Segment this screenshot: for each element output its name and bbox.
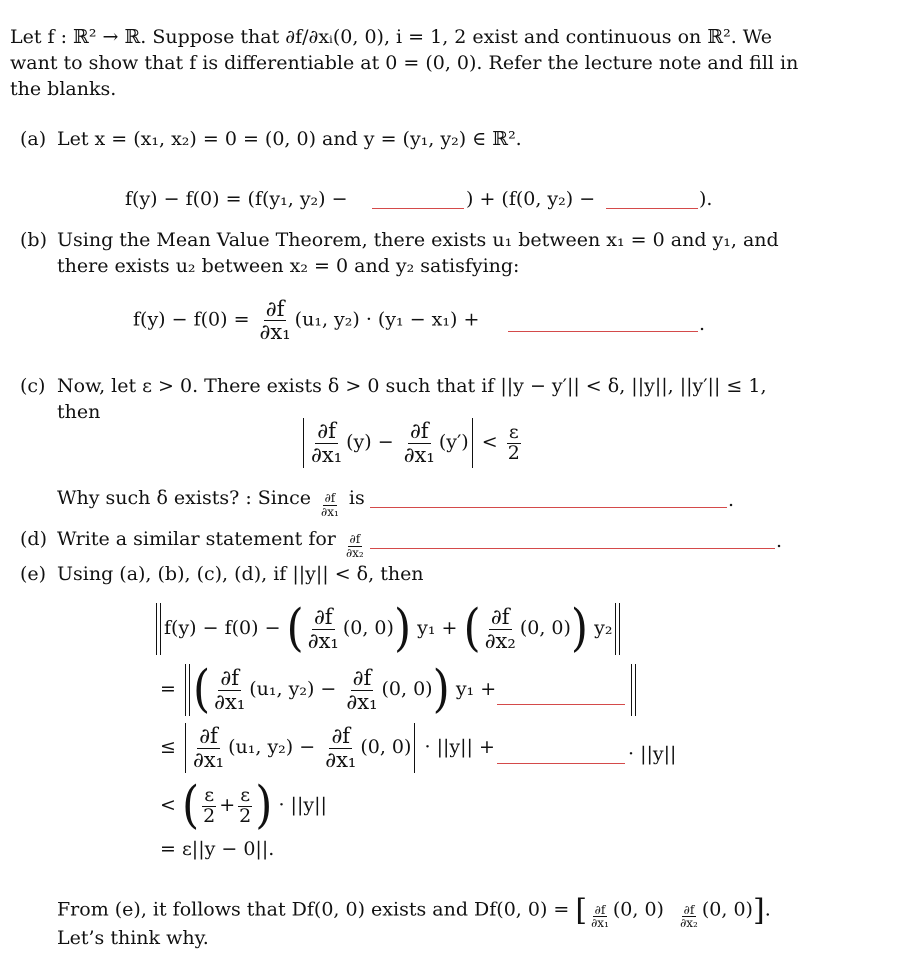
part-c-line-2: then [57,401,101,423]
part-e-row-2: = ( $\frac{\partial f}{\text{∂x₁}}$ (u₁, y₂) − $\frac{\partial f}{\text{∂x₁}}$ (0, 0)) y₁ + [160,660,497,719]
part-e-row-2-close [628,664,639,716]
conclusion-line-2: Let’s think why. [57,927,209,949]
part-b-eq-right: (u₁, y₂) · (y₁ − x₁) + [294,308,480,331]
blank-e2[interactable] [497,763,625,764]
part-c-label: (c) [20,375,46,397]
blank-c1[interactable] [370,507,727,508]
part-e-text: Using (a), (b), (c), (d), if ||y|| < δ, then [57,563,424,585]
part-b-eq-left: f(y) − f(0) = [133,308,250,331]
intro-line-3: the blanks. [10,78,117,100]
part-b-equation [133,298,479,343]
part-b-label: (b) [20,229,47,251]
part-b-line-1: Using the Mean Value Theorem, there exists u₁ between x₁ = 0 and y₁, and [57,229,779,251]
part-d-text: Write a similar statement for $\frac{\partial f}{\text{∂x₂}}$ [57,528,364,560]
blank-d1[interactable] [370,548,775,549]
part-c-line-1: Now, let ε > 0. There exists δ > 0 such that if ||y − y′|| < δ, ||y||, ||y′|| ≤ 1, [57,375,767,397]
part-b-line-2: there exists u₂ between x₂ = 0 and y₂ satisfying: [57,255,520,277]
part-b-period: . [699,313,706,335]
part-e-row-4: < ( $\frac{\varepsilon}{2}$ + $\frac{\varepsilon}{2}$ ) · ||y|| [160,776,327,835]
part-c-inequality: $\frac{\partial f}{\text{∂x₁}}$ (y) − $\frac{\partial f}{\text{∂x₁}}$ (y′) < $\frac{\varepsilon}{2}$ [300,418,524,468]
part-e-row-3: ≤ $\frac{\partial f}{\text{∂x₁}}$ (u₁, y₂) − $\frac{\partial f}{\text{∂x₁}}$ (0, 0) · ||y|| + [160,724,495,772]
part-e-row-1: f(y) − f(0) − ( $\frac{\partial f}{\text{∂x₁}}$ (0, 0)) y₁ + ( $\frac{\partial f}{\text{∂x₂}}$ (0, 0)) y₂ [153,603,623,655]
part-d-label: (d) [20,528,47,550]
part-a-eq-mid: ) + (f(0, y₂) − [466,188,596,210]
part-e-row-5: = ε||y − 0||. [160,838,275,860]
part-d-period: . [776,530,783,552]
part-a-text: Let x = (x₁, x₂) = 0 = (0, 0) and y = (y₁, y₂) ∈ ℝ². [57,128,522,150]
part-e-row-3-end: · ||y|| [628,743,677,765]
intro-line-2: want to show that f is differentiable at 0 = (0, 0). Refer the lecture note and fill in [10,52,799,74]
part-c-why: Why such δ exists? : Since $\frac{\partial f}{\text{∂x₁}}$ is [57,487,365,519]
part-a-eq-end: ). [699,188,713,210]
blank-b1[interactable] [508,331,698,332]
blank-a2[interactable] [606,208,698,209]
blank-a1[interactable] [372,208,464,209]
conclusion-line-1: From (e), it follows that Df(0, 0) exists and Df(0, 0) = [ $\frac{\partial f}{\text{∂x₁}}$ (0, 0) $\frac{\partial f}{\text{∂x₂}}$ (0, 0)]. [57,893,771,931]
part-e-label: (e) [20,563,47,585]
blank-e1[interactable] [497,704,625,705]
intro-line-1: Let f : ℝ² → ℝ. Suppose that ∂f/∂xᵢ(0, 0), i = 1, 2 exist and continuous on ℝ². We [10,26,773,48]
part-c-period: . [728,489,735,511]
partial-fraction: $\frac{\partial f}{\text{∂x₁}}$ [259,297,291,345]
part-a-eq-left: f(y) − f(0) = (f(y₁, y₂) − [125,188,348,210]
part-a-label: (a) [20,128,47,150]
